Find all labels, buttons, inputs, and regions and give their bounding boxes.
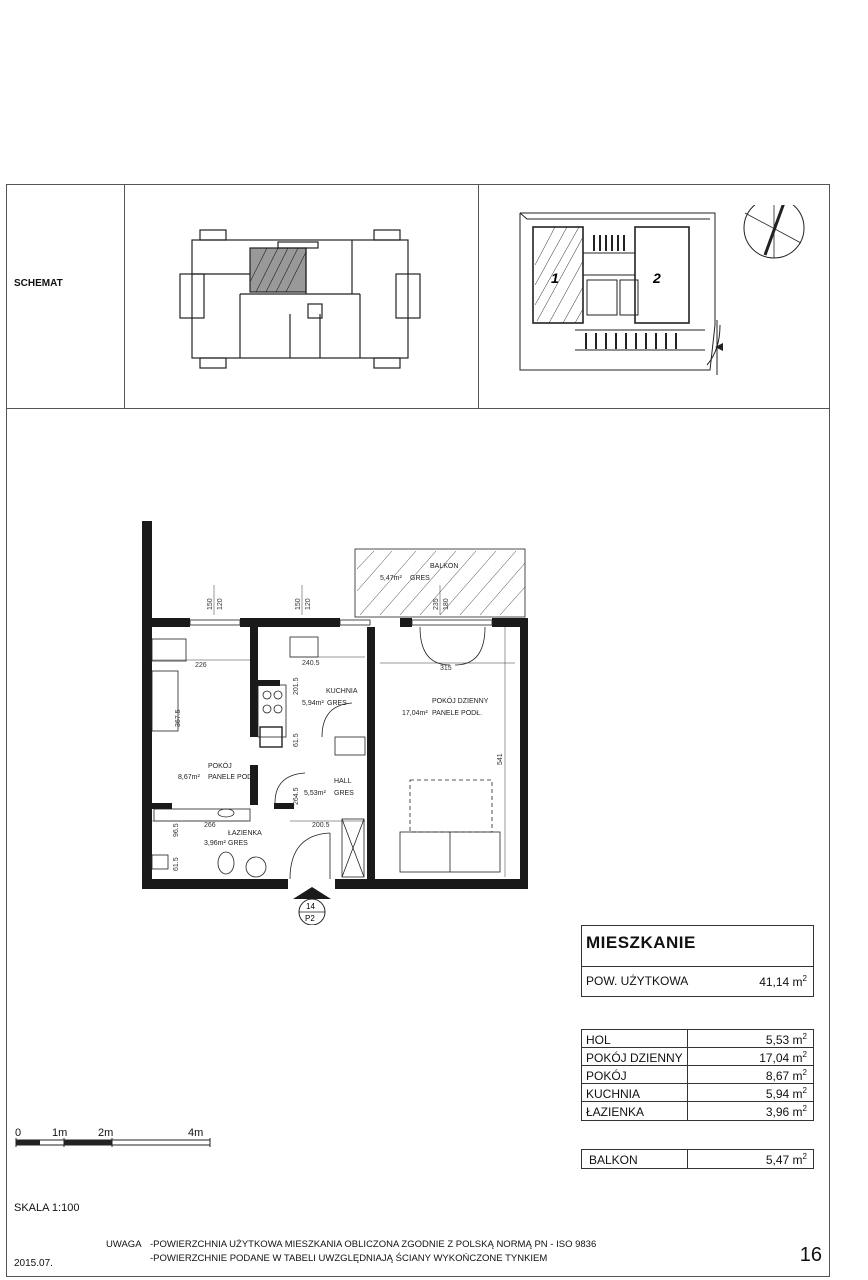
building-schematic [170,224,430,374]
pokoj-name: POKÓJ [208,763,232,770]
dim-label: 61.5 [293,733,300,747]
dim-label: 266 [204,822,216,829]
table-row [582,1066,813,1084]
dim-label: 235 [433,598,440,610]
balkon-area: 5,47m² [380,575,402,582]
kuchnia-name: KUCHNIA [326,688,358,695]
room-area: 17,04 $m^2$ [759,1050,807,1065]
lazienka-area: 3,96m² [204,840,226,847]
balkon-row [581,1149,814,1169]
dim-label: 96.5 [173,823,180,837]
room-area: 5,53 $m^2$ [765,1032,807,1047]
schemat-divider-right [478,184,479,408]
dim-label: 240.5 [302,660,320,667]
table-row [582,1030,813,1048]
pokoj-dzienny-material: PANELE PODŁ. [432,710,483,717]
balkon-value: 5,47 $m^2$ [765,1152,807,1167]
section-marker [293,887,331,925]
dim-label: 61.5 [173,857,180,871]
dim-label: 200.5 [312,822,330,829]
pokoj-dzienny-area: 17,04m² [402,710,428,717]
hall-material: GRES [334,790,354,797]
room-name: KUCHNIA [586,1087,641,1101]
date: 2015.07. [14,1258,53,1269]
apartment-summary [581,925,814,997]
usable-area-value: 41,14 $m^2$ [759,974,807,989]
scale-label: 2m [98,1127,114,1139]
dim-label: 150 [295,598,302,610]
divider [582,966,813,967]
pokoj-dzienny-name: POKÓJ DZIENNY [432,698,489,705]
scale-text: SKALA 1:100 [14,1202,80,1214]
note-prefix: UWAGA [106,1239,142,1250]
pokoj-material: PANELE PODŁ. [208,774,259,781]
room-name: ŁAZIENKA [586,1105,645,1119]
apartment-title: MIESZKANIE [586,933,696,952]
schemat-label: SCHEMAT [14,278,63,289]
lazienka-material: GRES [228,840,248,847]
kuchnia-material: GRES [327,700,347,707]
room-name: HOL [586,1033,611,1047]
table-row [582,1102,813,1120]
schemat-divider-left [124,184,125,408]
scale-bar [14,1138,214,1152]
room-area: 8,67 $m^2$ [765,1068,807,1083]
room-name: POKÓJ [586,1069,627,1083]
balkon-name: BALKON [430,563,459,570]
kuchnia-area: 5,94m² [302,700,324,707]
room-area: 3,96 $m^2$ [765,1104,807,1119]
building-2-label: 2 [653,270,661,286]
apartment-floor-plan [130,515,540,925]
site-plan [515,205,815,380]
dim-label: 150 [207,598,214,610]
section-marker-top: 14 [306,902,315,911]
hall-name: HALL [334,778,352,785]
dim-label: 367.5 [175,709,182,727]
dim-label: 226 [195,662,207,669]
dim-label: 201.5 [293,677,300,695]
dim-label: 541 [497,753,504,765]
hall-area: 5,53m² [304,790,326,797]
note-line-1: -POWIERZCHNIA UŻYTKOWA MIESZKANIA OBLICZONA ZGODNIE Z POLSKĄ NORMĄ PN - ISO 9836 [150,1239,597,1250]
lazienka-name: ŁAZIENKA [228,830,262,837]
dim-label: 120 [305,598,312,610]
dim-label: 315 [440,665,452,672]
page-number: 16 [799,1244,822,1266]
table-row [582,1084,813,1102]
header-divider [6,408,830,409]
balkon-material: GRES [410,575,430,582]
room-areas-table [581,1029,814,1121]
room-area: 5,94 $m^2$ [765,1086,807,1101]
scale-label: 0 [15,1127,22,1139]
balkon-label: BALKON [589,1153,638,1167]
note-line-2: -POWIERZCHNIE PODANE W TABELI UWZGLĘDNIAJĄ ŚCIANY WYKOŃCZONE TYNKIEM [150,1253,548,1264]
dim-label: 120 [217,598,224,610]
dim-label: 180 [443,598,450,610]
room-name: POKÓJ DZIENNY [586,1051,683,1065]
section-marker-bottom: P2 [305,914,315,923]
dim-label: 264.5 [293,787,300,805]
building-1-label: 1 [551,270,559,286]
scale-label: 1m [52,1127,68,1139]
scale-label: 4m [188,1127,204,1139]
table-row [582,1048,813,1066]
pokoj-area: 8,67m² [178,774,200,781]
usable-area-label: POW. UŻYTKOWA [586,974,689,988]
